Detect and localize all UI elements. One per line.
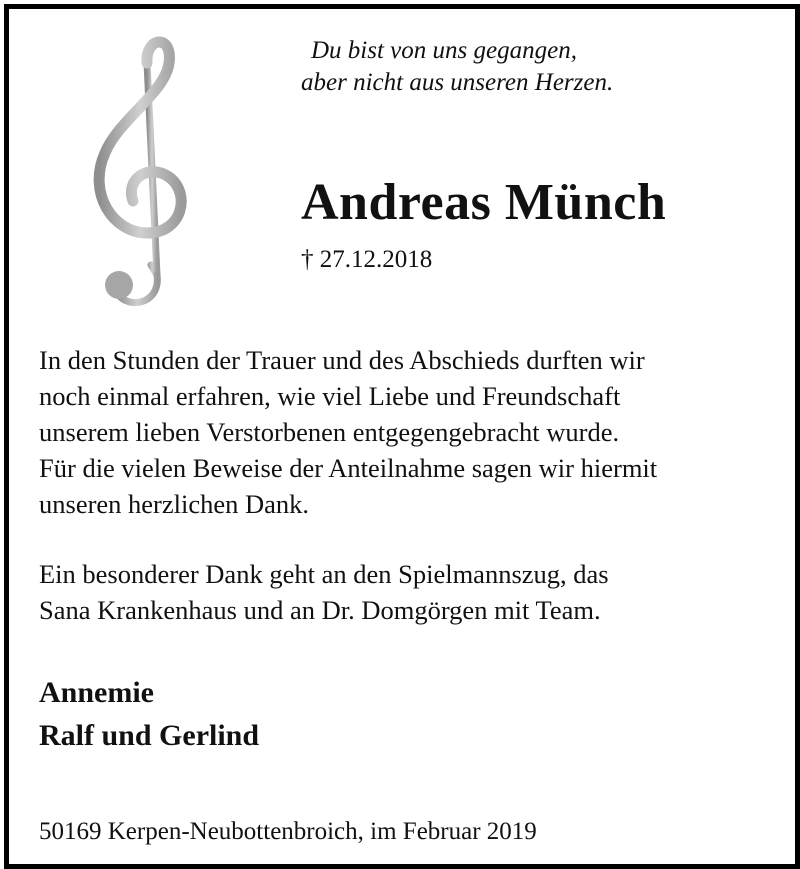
thanks-paragraph — [39, 342, 779, 522]
place-and-date: 50169 Kerpen-Neubottenbroich, im Februar 2019 — [39, 818, 537, 845]
text-line: Für die vielen Beweise der Anteilnahme sagen wir hiermit — [39, 453, 658, 483]
deceased-name: Andreas Münch — [301, 174, 667, 231]
text-line: In den Stunden der Trauer und des Abschieds durften wir — [39, 345, 645, 375]
text-line: Sana Krankenhaus und an Dr. Domgörgen mit Team. — [39, 595, 601, 625]
text-line: noch einmal erfahren, wie viel Liebe und Freundschaft — [39, 381, 621, 411]
text-line: unserem lieben Verstorbenen entgegengebracht wurde. — [39, 417, 620, 447]
memorial-quote — [301, 35, 721, 99]
treble-clef-icon — [79, 23, 189, 313]
signatories — [39, 671, 259, 757]
signatory-name: Annemie — [39, 676, 154, 709]
quote-line-1: Du bist von uns gegangen, — [311, 37, 577, 64]
text-line: unseren herzlichen Dank. — [39, 489, 310, 519]
signatory-name: Ralf und Gerlind — [39, 719, 260, 752]
obituary-notice — [4, 4, 800, 869]
quote-line-2: aber nicht aus unseren Herzen. — [301, 69, 614, 96]
death-date: † 27.12.2018 — [301, 246, 433, 273]
special-thanks-paragraph — [39, 556, 779, 628]
text-line: Ein besonderer Dank geht an den Spielmannszug, das — [39, 559, 609, 589]
